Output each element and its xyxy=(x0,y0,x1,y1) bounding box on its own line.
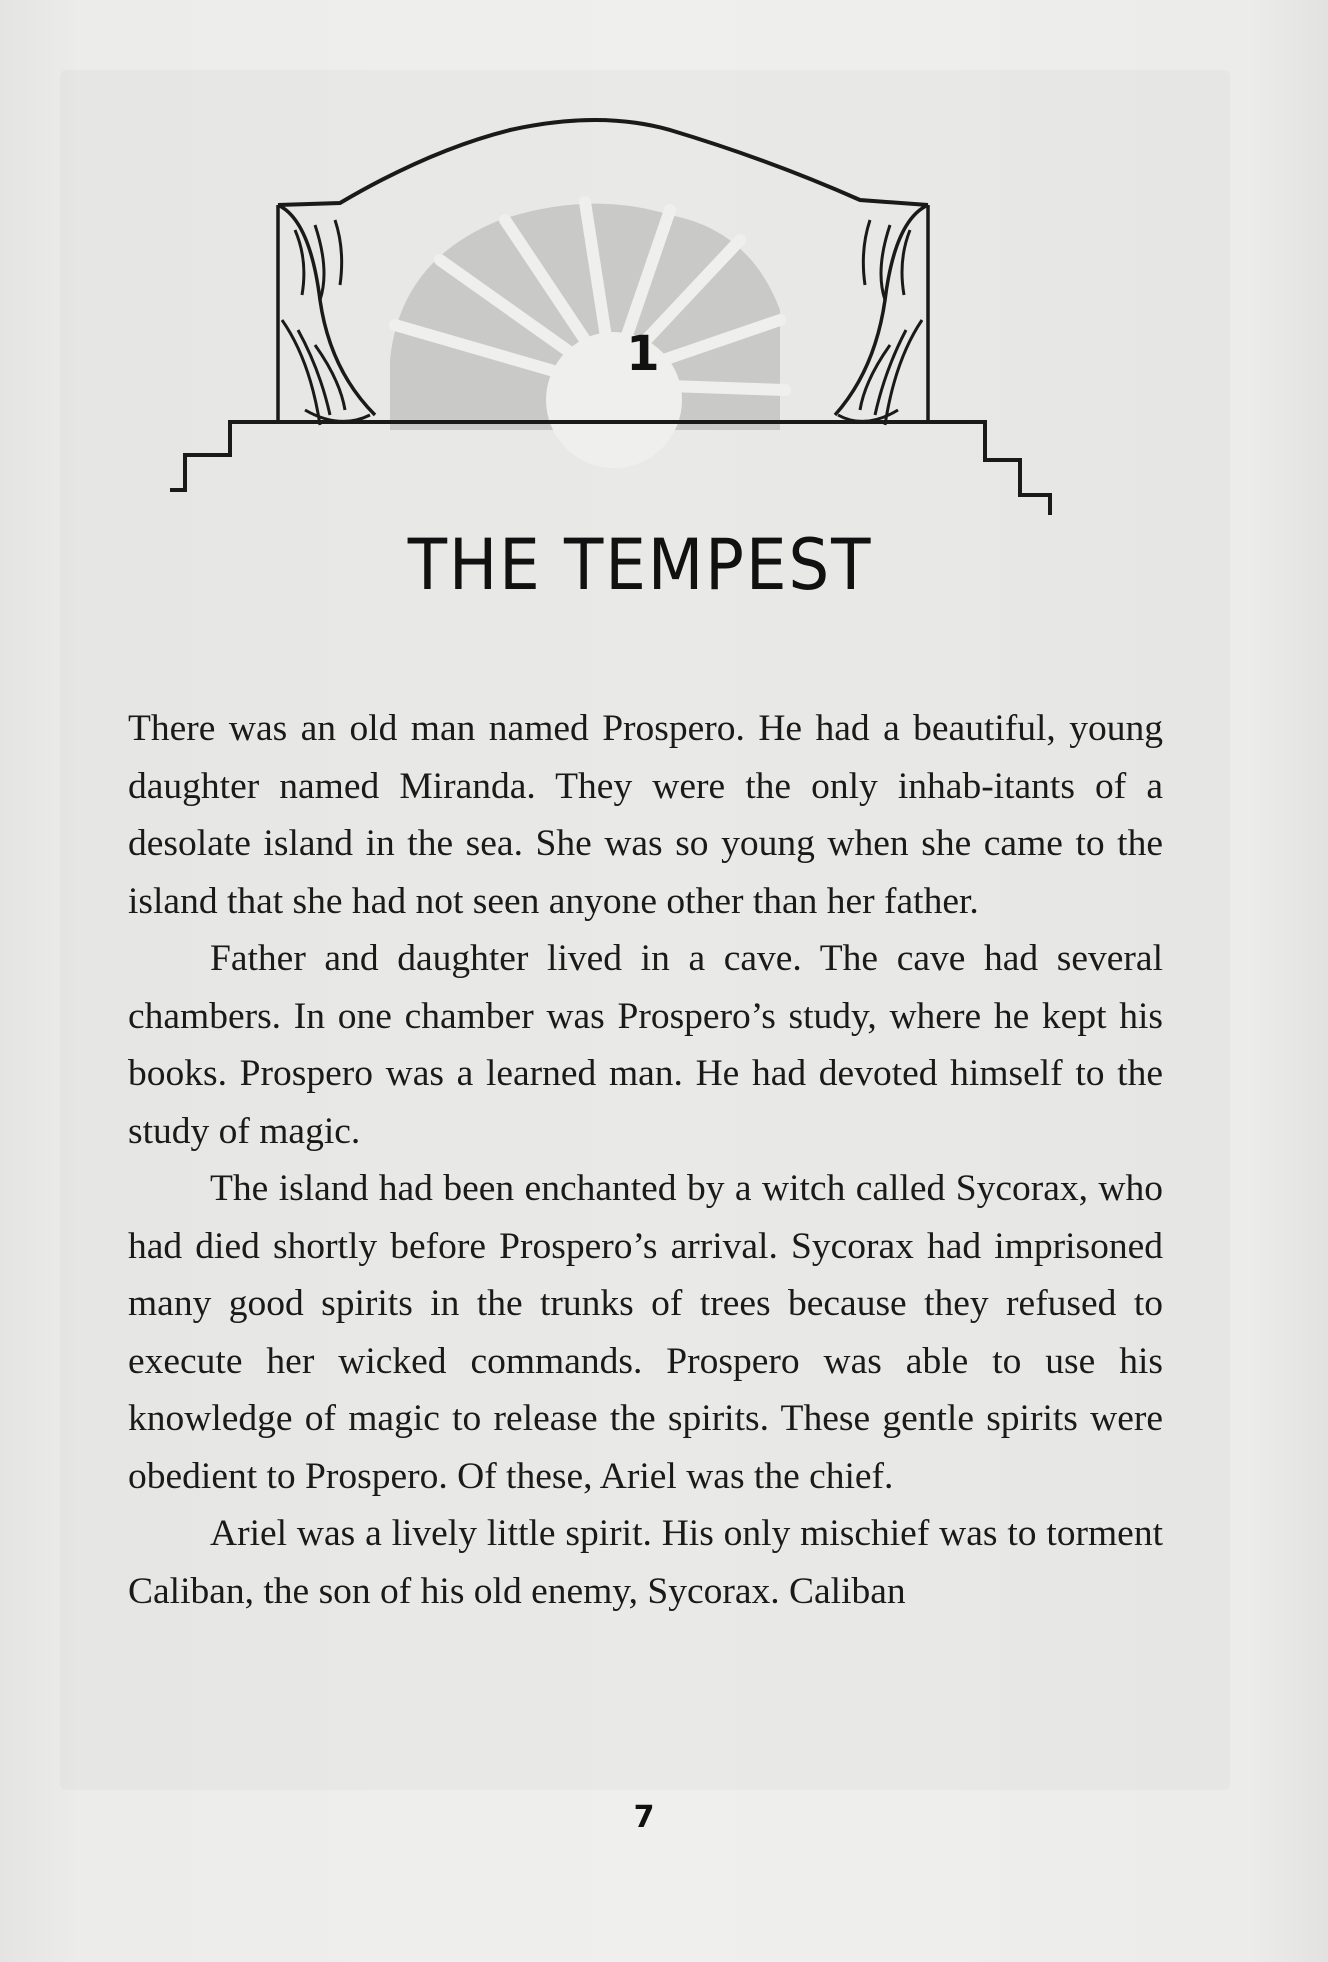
chapter-title: THE TEMPEST xyxy=(407,524,873,606)
paragraph: The island had been enchanted by a witch called Sycorax, who had died shortly before Prospero’s arrival. Sycorax had imprisoned many good spirits in the trunks of trees because they refused to execute her wicked commands. Prospero was able to use his knowledge of magic to release the spirits. These gentle spirits were obedient to Prospero. Of these, Ariel was the chief. xyxy=(128,1168,1163,1497)
paragraph: Ariel was a lively little spirit. His only mischief was to torment Caliban, the son of his old enemy, Sycorax. Caliban xyxy=(128,1513,1163,1612)
paragraph: There was an old man named Prospero. He had a beautiful, young daughter named Miranda. They were the only inhab-itants of a desolate island in the sea. She was so young when she came to the island that she had not seen anyone other than her father. xyxy=(128,708,1163,922)
page-number: 7 xyxy=(633,1800,655,1835)
stage-curtain-sunburst-icon xyxy=(170,110,1110,530)
paragraph: Father and daughter lived in a cave. The cave had several chambers. In one chamber was Prospero’s study, where he kept his books. Prospero was a learned man. He had devoted himself to the study of magic. xyxy=(128,938,1163,1152)
chapter-number: 1 xyxy=(626,326,660,382)
chapter-body xyxy=(128,700,1163,1620)
